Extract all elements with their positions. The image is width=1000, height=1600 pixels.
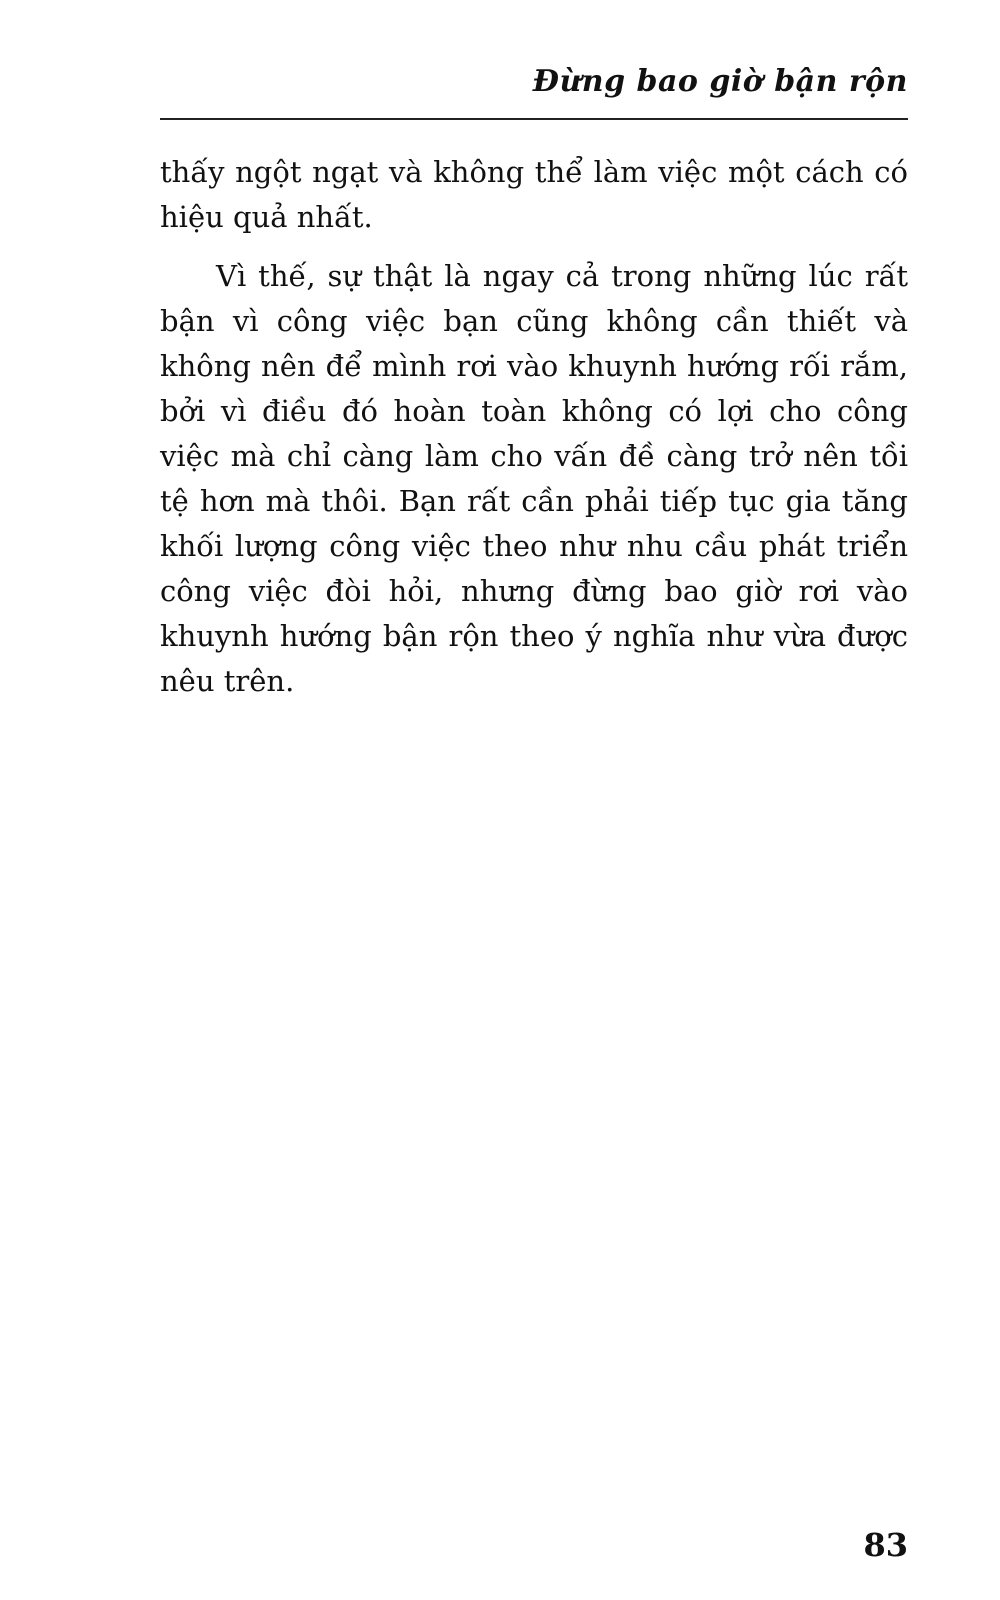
running-header-title: Đừng bao giờ bận rộn xyxy=(532,64,908,99)
body-text xyxy=(160,150,908,718)
page-number: 83 xyxy=(863,1526,908,1564)
header-divider xyxy=(160,118,908,120)
paragraph: Vì thế, sự thật là ngay cả trong những lúc rất bận vì công việc bạn cũng không cần thiết và không nên để mình rơi vào khuynh hướng rối rắm, bởi vì điều đó hoàn toàn không có lợi cho công việc mà chỉ càng làm cho vấn đề càng trở nên tồi tệ hơn mà thôi. Bạn rất cần phải tiếp tục gia tăng khối lượng công việc theo như nhu cầu phát triển công việc đòi hỏi, nhưng đừng bao giờ rơi vào khuynh hướng bận rộn theo ý nghĩa như vừa được nêu trên. xyxy=(160,259,908,698)
paragraph-continued: thấy ngột ngạt và không thể làm việc một cách có hiệu quả nhất. xyxy=(160,155,908,234)
